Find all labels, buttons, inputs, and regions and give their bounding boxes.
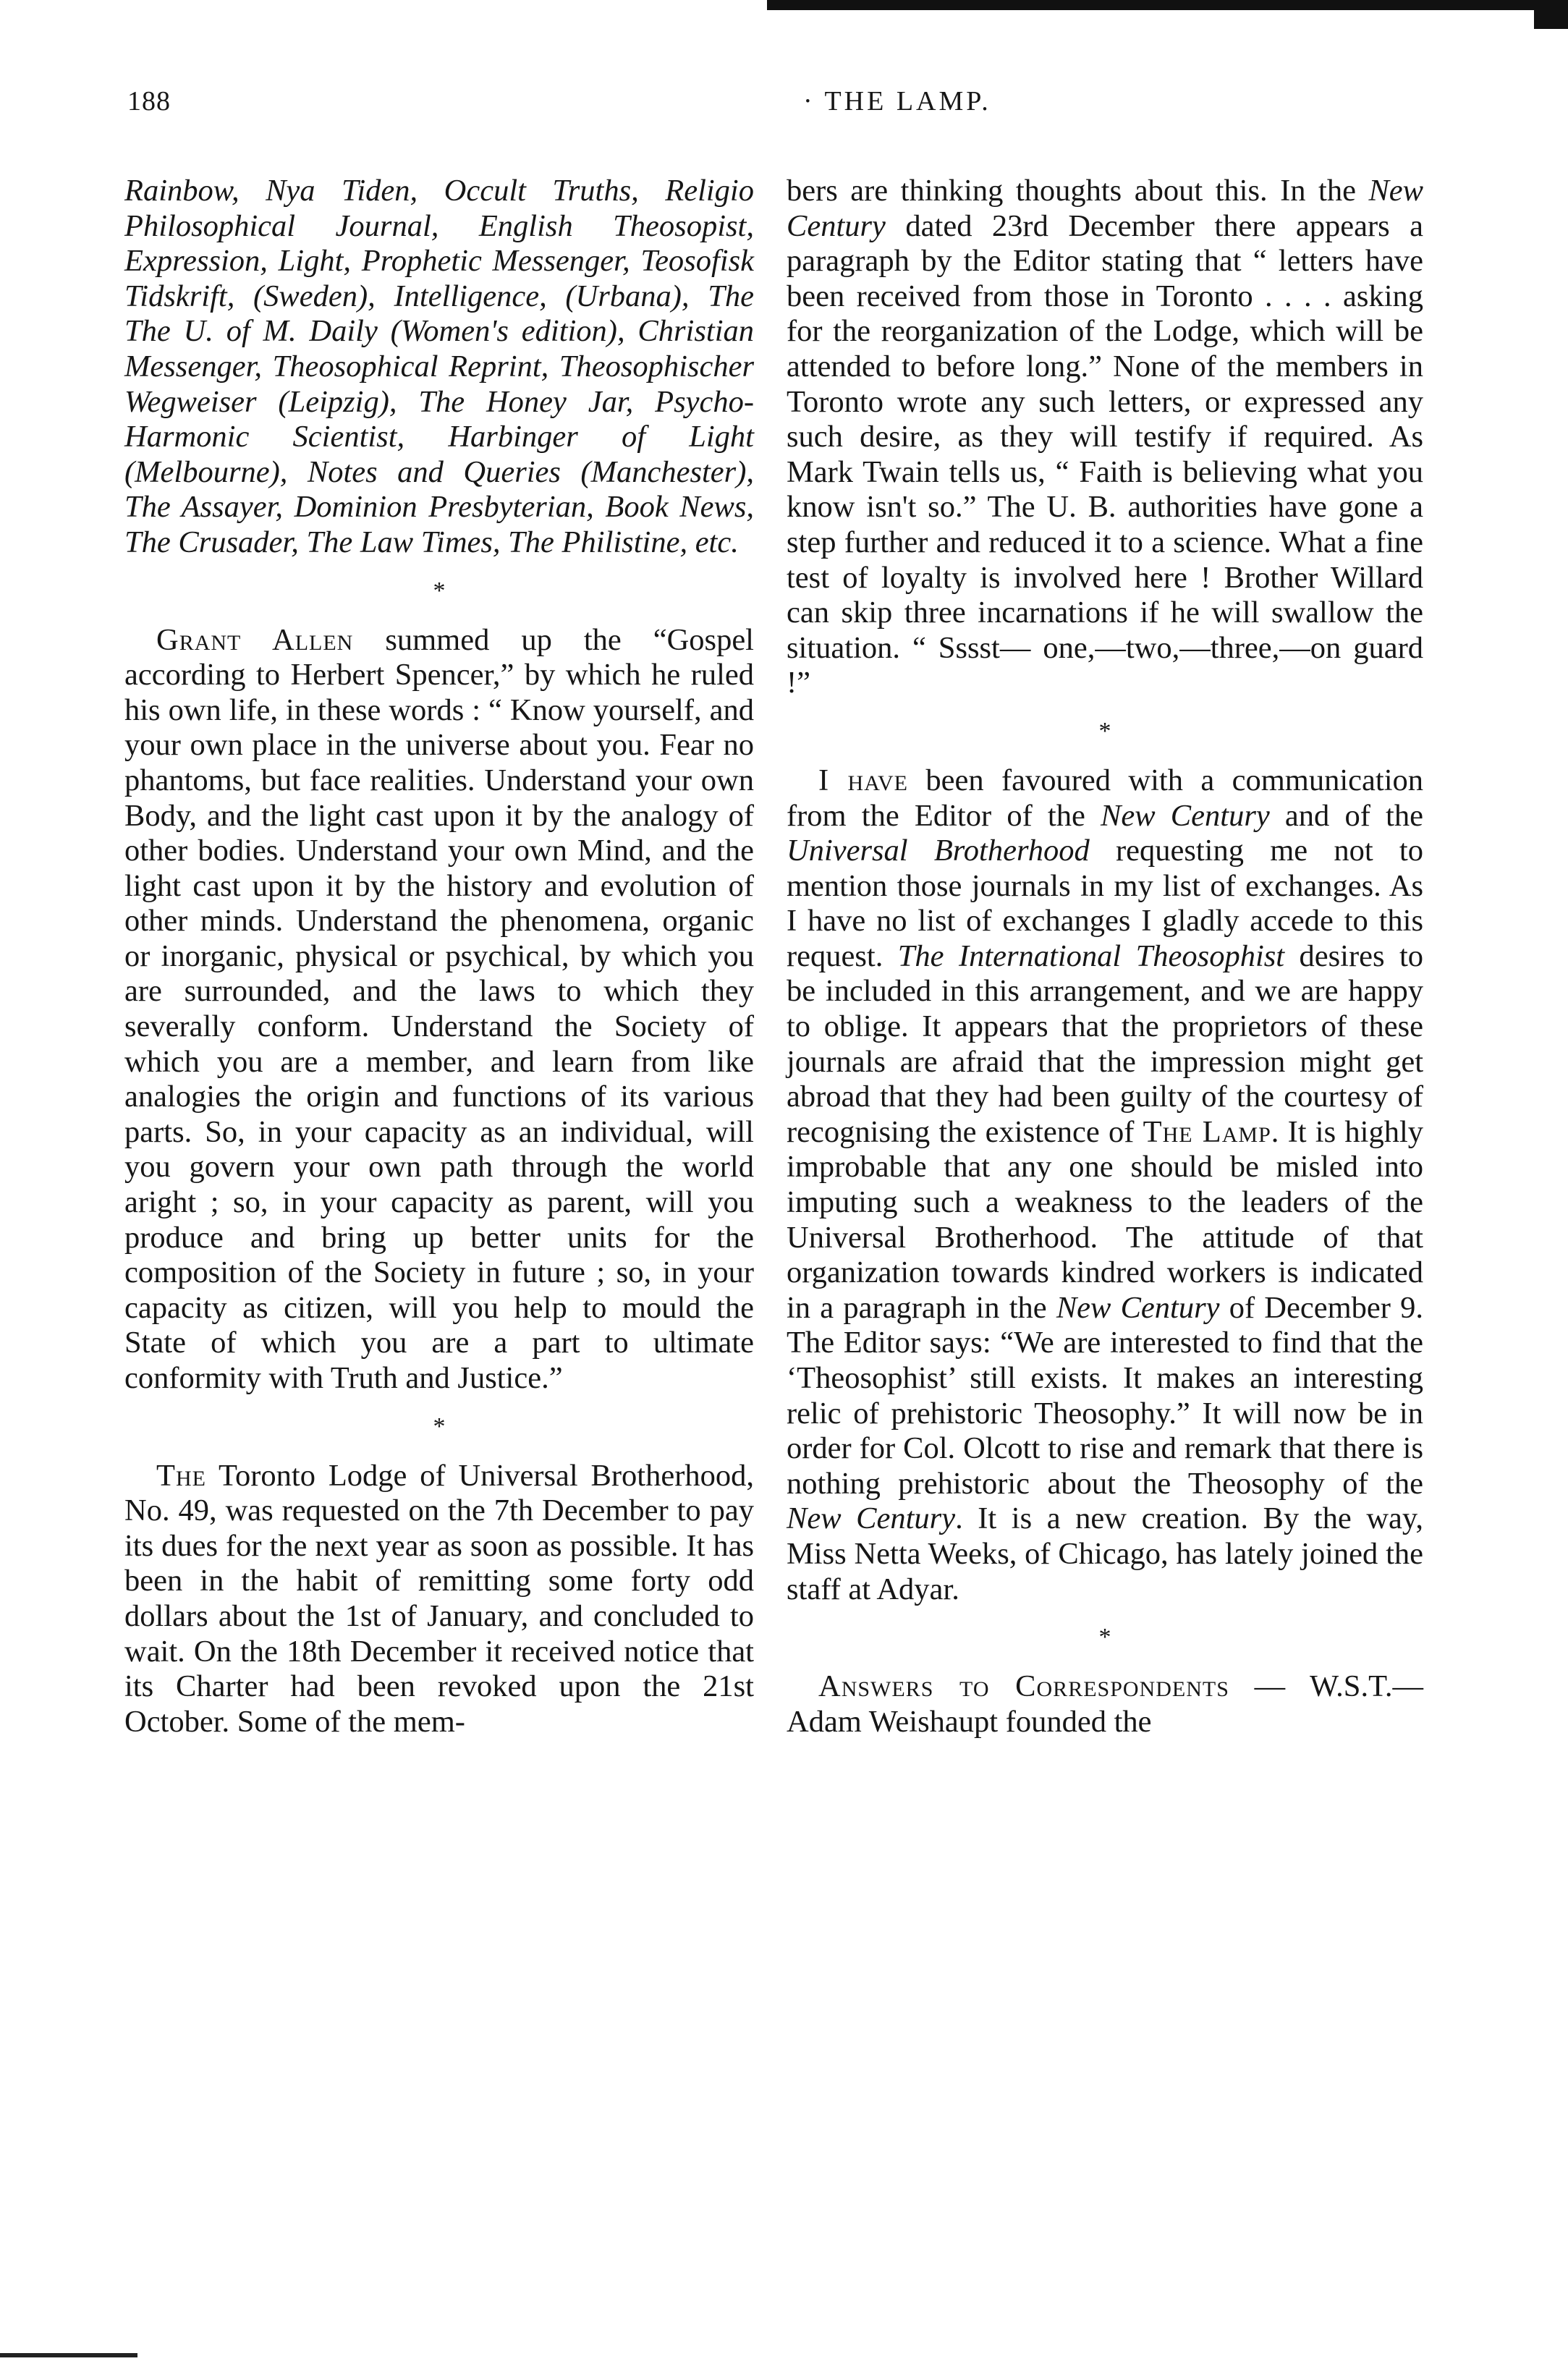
top-corner-mark [1534, 0, 1568, 29]
favoured-lead: I have [818, 763, 908, 797]
grant-allen-paragraph [124, 623, 754, 1397]
section-separator: * [433, 1412, 446, 1440]
continuation-text: bers are thinking thoughts about this. In the [787, 174, 1369, 208]
journal-title: New Century [1056, 1290, 1220, 1325]
answers-lead: Answers to Correspondents [818, 1669, 1229, 1704]
exchanges-list: Rainbow, Nya Tiden, Occult Truths, Religio Philosophical Journal, English Theosopist, Expression, Light, Prophetic Messenger, Teosofisk Tidskrift, (Sweden), Intelligence, (Urbana), The The U. of M. Daily (Women's edition), Christian Messenger, Theosophical Reprint, Theosophischer Wegweiser (Leipzig), The Honey Jar, Psycho-Harmonic Scientist, Harbinger of Light (Melbourne), Notes and Queries (Manchester), The Assayer, Dominion Presbyterian, Book News, The Crusader, The Law Times, The Philistine, etc. [124, 174, 754, 559]
page-header [123, 85, 1440, 143]
section-separator: * [1098, 717, 1111, 745]
paragraph-text: been favoured with a communication from the Editor of the [787, 763, 1424, 833]
favoured-paragraph [787, 763, 1423, 1607]
journal-title: The Lamp [1143, 1114, 1271, 1149]
toronto-paragraph [124, 1459, 754, 1740]
grant-allen-text: summed up the “Gospel according to Herbert Spencer,” by which he ruled his own life, in these words : “ Know yourself, and your own place in the universe about you. Fear no phantoms, but face realities. Understand your own Body, and the light cast upon it by the analogy of other bodies. Understand your own Mind, and the light cast upon it by the history and evolution of other minds. Understand the phenomena, organic or inorganic, physical or psychical, by which you are surrounded, and the laws to which they severally conform. Understand the Society of which you are a member, and learn from like analogies the origin and functions of its various parts. So, in your capacity as an individual, will you govern your own path through the world aright ; so, in your capacity as parent, will you produce and bring up better units for the composition of the Society in future ; so, in your capacity as citizen, will you help to mould the State of which you are a part to ultimate conformity with Truth and Justice.” [124, 622, 754, 1395]
answers-paragraph [787, 1669, 1423, 1739]
answers-text: — W.S.T.—Adam Weishaupt founded the [787, 1669, 1423, 1739]
toronto-continuation [787, 174, 1423, 701]
page-number: 188 [127, 86, 171, 116]
paragraph-text: and of the [1269, 798, 1423, 833]
paragraph-text: desires to be included in this arrangement, and we are happy to oblige. It appears that the proprietors of these journals are afraid that the impression might get abroad that they had been guilty of the courtesy of recognising the existence of [787, 938, 1424, 1149]
toronto-text: Toronto Lodge of Universal Brotherhood, No. 49, was requested on the 7th December to pay its dues for the next year as soon as possible. It has been in the habit of remitting some forty odd dollars about the 1st of January, and concluded to wait. On the 18th December it received notice that its Charter had been revoked upon the 21st October. Some of the mem- [124, 1458, 754, 1739]
journal-title: The International Theosophist [897, 938, 1285, 973]
journal-title: New Century [787, 174, 1423, 243]
continuation-text: dated 23rd December there appears a paragraph by the Editor stating that “ letters have been received from those in Toronto . . . . asking for the reorganization of the Lodge, which will be attended to before long.” None of the members in Toronto wrote any such letters, or expressed any such desire, as they will testify if required. As Mark Twain tells us, “ Faith is believing what you know isn't so.” The U. B. authorities have gone a step further and reduced it to a science. What a fine test of loyalty is involved here ! Brother Willard can skip three incarnations if he will swallow the situation. “ Sssst— one,—two,—three,—on guard !” [787, 208, 1423, 700]
section-separator: * [1098, 1624, 1111, 1651]
grant-allen-lead: Grant Allen [156, 622, 354, 657]
right-column [787, 174, 1423, 1739]
left-column [124, 174, 754, 1739]
toronto-lead: The [156, 1458, 206, 1493]
bottom-edge-rule [0, 2353, 137, 2357]
journal-title: New Century [787, 1501, 956, 1536]
section-separator: * [433, 577, 446, 604]
journal-title: New Century [1101, 798, 1270, 833]
paragraph-text: requesting me not to mention those journals in my list of exchanges. As I have no list of exchanges I gladly accede to this request. [787, 834, 1423, 973]
paragraph-text: . It is highly improbable that any one should be misled into imputing such a weakness to the leaders of the Universal Brotherhood. The attitude of that organization towards kindred workers is indicated in a paragraph in the [787, 1114, 1423, 1325]
paragraph-text: . It is a new creation. By the way, Miss Netta Weeks, of Chicago, has lately joined the staff at Adyar. [787, 1501, 1423, 1606]
paragraph-text: of December 9. The Editor says: “We are interested to find that the ‘Theosophist’ still exists. It makes an interesting relic of prehistoric Theosophy.” It will now be in order for Col. Olcott to rise and remark that there is nothing prehistoric about the Theosophy of the [787, 1290, 1423, 1501]
running-title: · THE LAMP. [803, 86, 991, 116]
journal-title: Universal Brotherhood [787, 834, 1090, 868]
top-edge-rule [767, 0, 1568, 10]
